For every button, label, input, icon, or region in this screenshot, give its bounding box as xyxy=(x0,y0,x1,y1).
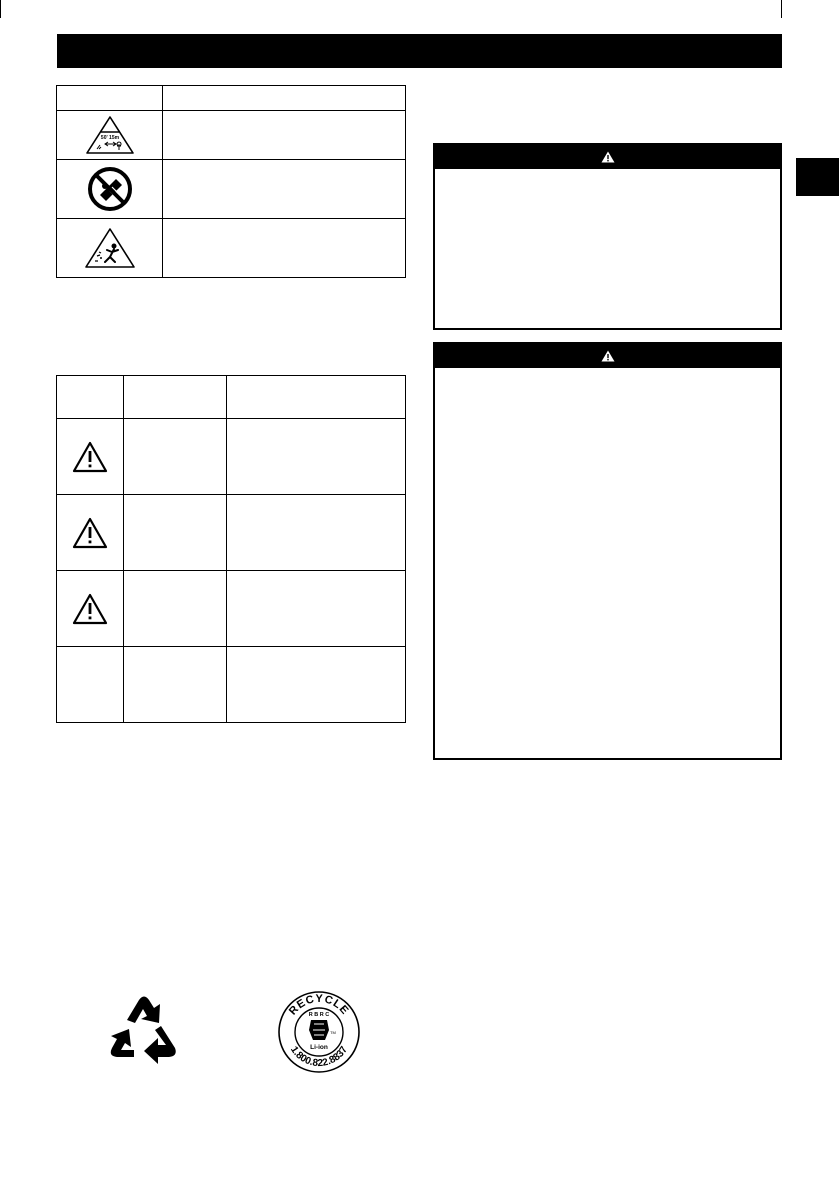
seal-chemistry-label: Li-ion xyxy=(310,1044,328,1051)
rbrc-recycle-seal xyxy=(277,990,361,1074)
signal-word-table-row xyxy=(57,571,406,647)
symbol-table-meaning-cell xyxy=(163,160,406,219)
symbol-table-row xyxy=(57,111,406,160)
signal-meaning-cell xyxy=(227,571,406,647)
no-operation-prohibition-icon xyxy=(86,165,134,213)
recycle-arrows-icon xyxy=(103,990,185,1070)
symbol-table-row xyxy=(57,219,406,278)
signal-table-header-symbol xyxy=(57,376,124,419)
symbol-table-meaning-cell xyxy=(163,219,406,278)
signal-table-header-meaning xyxy=(227,376,406,419)
signal-word-cell xyxy=(124,419,227,495)
signal-word-table xyxy=(56,375,406,723)
signal-word-cell xyxy=(124,647,227,723)
signal-meaning-cell xyxy=(227,419,406,495)
signal-word-table-row xyxy=(57,647,406,723)
section-title-bar xyxy=(57,34,782,68)
rbrc-li-ion-recycle-seal xyxy=(277,990,361,1074)
warning-box-header xyxy=(435,145,780,169)
crop-mark-top-left-vertical xyxy=(0,0,1,18)
symbol-table-row xyxy=(57,160,406,219)
warning-box-header xyxy=(435,344,780,368)
safety-alert-triangle-icon xyxy=(71,440,109,474)
signal-word-table-row xyxy=(57,495,406,571)
seal-phone-number: 1.800.822.8837 xyxy=(288,1044,350,1070)
warning-triangle-icon xyxy=(601,151,615,163)
signal-word-table-header-row xyxy=(57,376,406,419)
warning-box xyxy=(433,143,782,330)
symbol-table xyxy=(56,85,406,278)
thrown-objects-hazard-icon xyxy=(83,226,137,270)
signal-word-cell xyxy=(124,495,227,571)
clearance-distance-label: 50' 15m xyxy=(100,135,119,141)
symbol-table-header-row xyxy=(57,86,406,111)
signal-table-header-signal xyxy=(124,376,227,419)
symbol-table-header-meaning xyxy=(163,86,406,111)
warning-triangle-icon xyxy=(601,350,615,362)
recycle-symbol xyxy=(103,990,185,1070)
bystander-clearance-distance-icon xyxy=(84,114,136,156)
warning-box xyxy=(433,342,782,760)
crop-mark-top-right-vertical xyxy=(781,0,782,18)
signal-word-cell xyxy=(124,571,227,647)
signal-symbol-cell-empty xyxy=(57,647,124,723)
seal-trademark: TM xyxy=(330,1030,336,1035)
side-language-tab xyxy=(796,158,839,196)
signal-word-table-row xyxy=(57,419,406,495)
seal-top-text: RECYCLE xyxy=(286,992,352,1018)
safety-alert-triangle-icon xyxy=(71,516,109,550)
signal-meaning-cell xyxy=(227,495,406,571)
seal-rbrc-text: R B R C xyxy=(308,1012,330,1018)
symbol-table-header-symbol xyxy=(57,86,163,111)
safety-alert-triangle-icon xyxy=(71,592,109,626)
signal-meaning-cell xyxy=(227,647,406,723)
symbol-table-meaning-cell xyxy=(163,111,406,160)
